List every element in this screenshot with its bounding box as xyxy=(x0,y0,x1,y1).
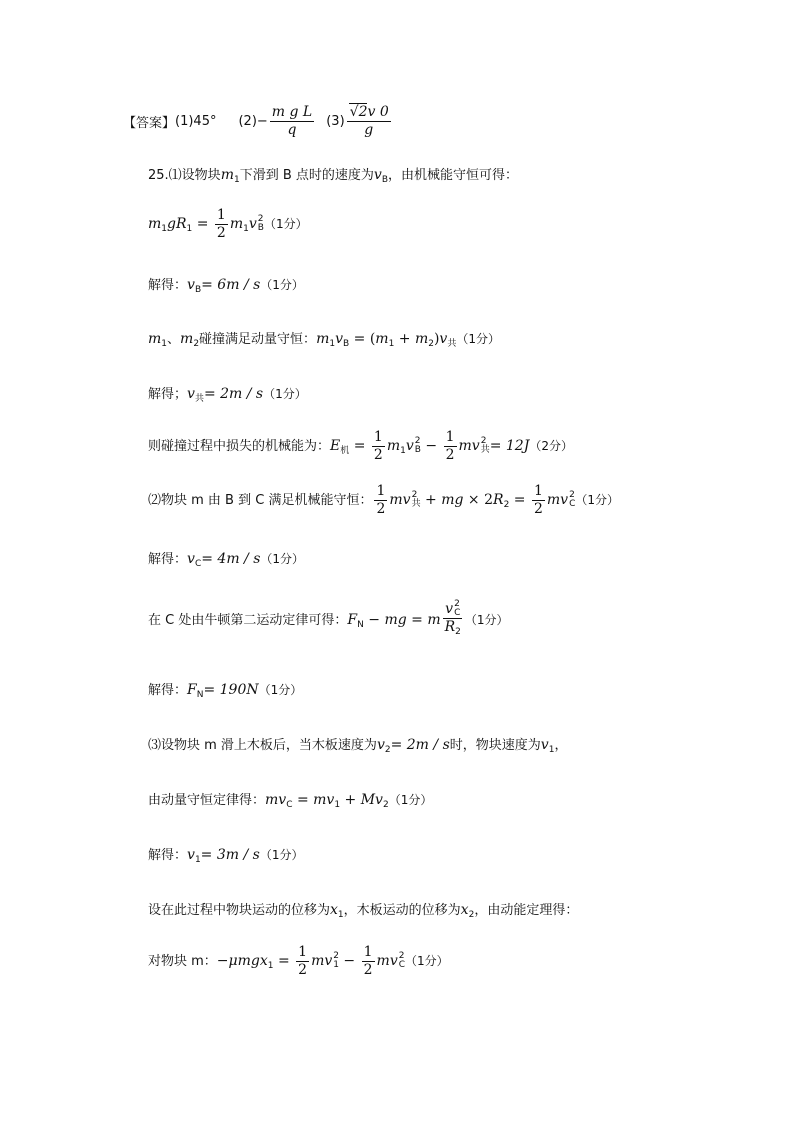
solution-line-1: 25.⑴设物块$m_1$下滑到 B 点时的速度为$v_B$，由机械能守恒可得： xyxy=(148,167,519,185)
equation-momentum-1: $m_1$、$m_2$碰撞满足动量守恒：$m_1v_B = (m_1 + m_2)v_共(1$分） xyxy=(148,331,500,349)
equation-energy-2: ⑵物块 m 由 B 到 C 满足机械能守恒： $\frac{1}{2}$ mv 2 共 + mg × $2R_2$ = $\frac{1}{2}$ mv 2 C （1分） xyxy=(148,483,619,517)
equation-newton: 在 C 处由牛顿第二运动定律可得：$F_N$ − mg = m v 2 C $R_2$ （1分） xyxy=(148,599,509,637)
solution-line-v1: 解得：$v_1= 3m / s(1$分） xyxy=(148,847,304,865)
answer-part-2: (2)− xyxy=(238,114,268,129)
equation-work-energy: 对物块 m：−μmgx$_1$ = $\frac{1}{2}$ mv 2 1 − $\frac{1}{2}$ mv 2 C （1分） xyxy=(148,944,449,978)
solution-line-vc: 解得：$v_C= 4m / s(1$分） xyxy=(148,551,305,569)
solution-line-vb: 解得：$v_B= 6m / s(1$分） xyxy=(148,277,304,295)
answer-label: 【答案】 xyxy=(123,116,176,131)
answer-part-1: (1)45° xyxy=(175,114,217,129)
solution-line-part3: ⑶设物块 m 滑上木板后，当木板速度为$v_2= 2m / s$时，物块速度为$v_1$， xyxy=(148,737,568,755)
answer-part-2-fraction: $\frac{\text{m g L}}{q}$ xyxy=(271,104,313,138)
solution-line-vcommon: 解得；$v_共= 2m / s(1$分） xyxy=(148,386,307,404)
answer-part-3-fraction: $\frac{√2v 0}{g}$ xyxy=(347,104,391,139)
answer-part-3: (3) xyxy=(326,114,345,129)
equation-energy-loss: 则碰撞过程中损失的机械能为：$E_机$ = $\frac{1}{2}$ $m_1v$ 2 B − $\frac{1}{2}$ mv 2 共 = 12J（2分） xyxy=(148,429,573,463)
equation-momentum-2: 由动量守恒定律得：$mv_C = mv_1 + Mv_2(1$分） xyxy=(148,792,433,810)
equation-energy-1: $m_1gR_1$ = $\frac{1}{2}$ $m_1v$ 2 B （1分） xyxy=(148,207,308,241)
solution-line-fn: 解得：$F_N= 190N(1$分） xyxy=(148,682,303,700)
answer-line xyxy=(123,104,393,139)
solution-line-displacement: 设在此过程中物块运动的位移为$x_1$，木板运动的位移为$x_2$，由动能定理得： xyxy=(148,902,579,920)
